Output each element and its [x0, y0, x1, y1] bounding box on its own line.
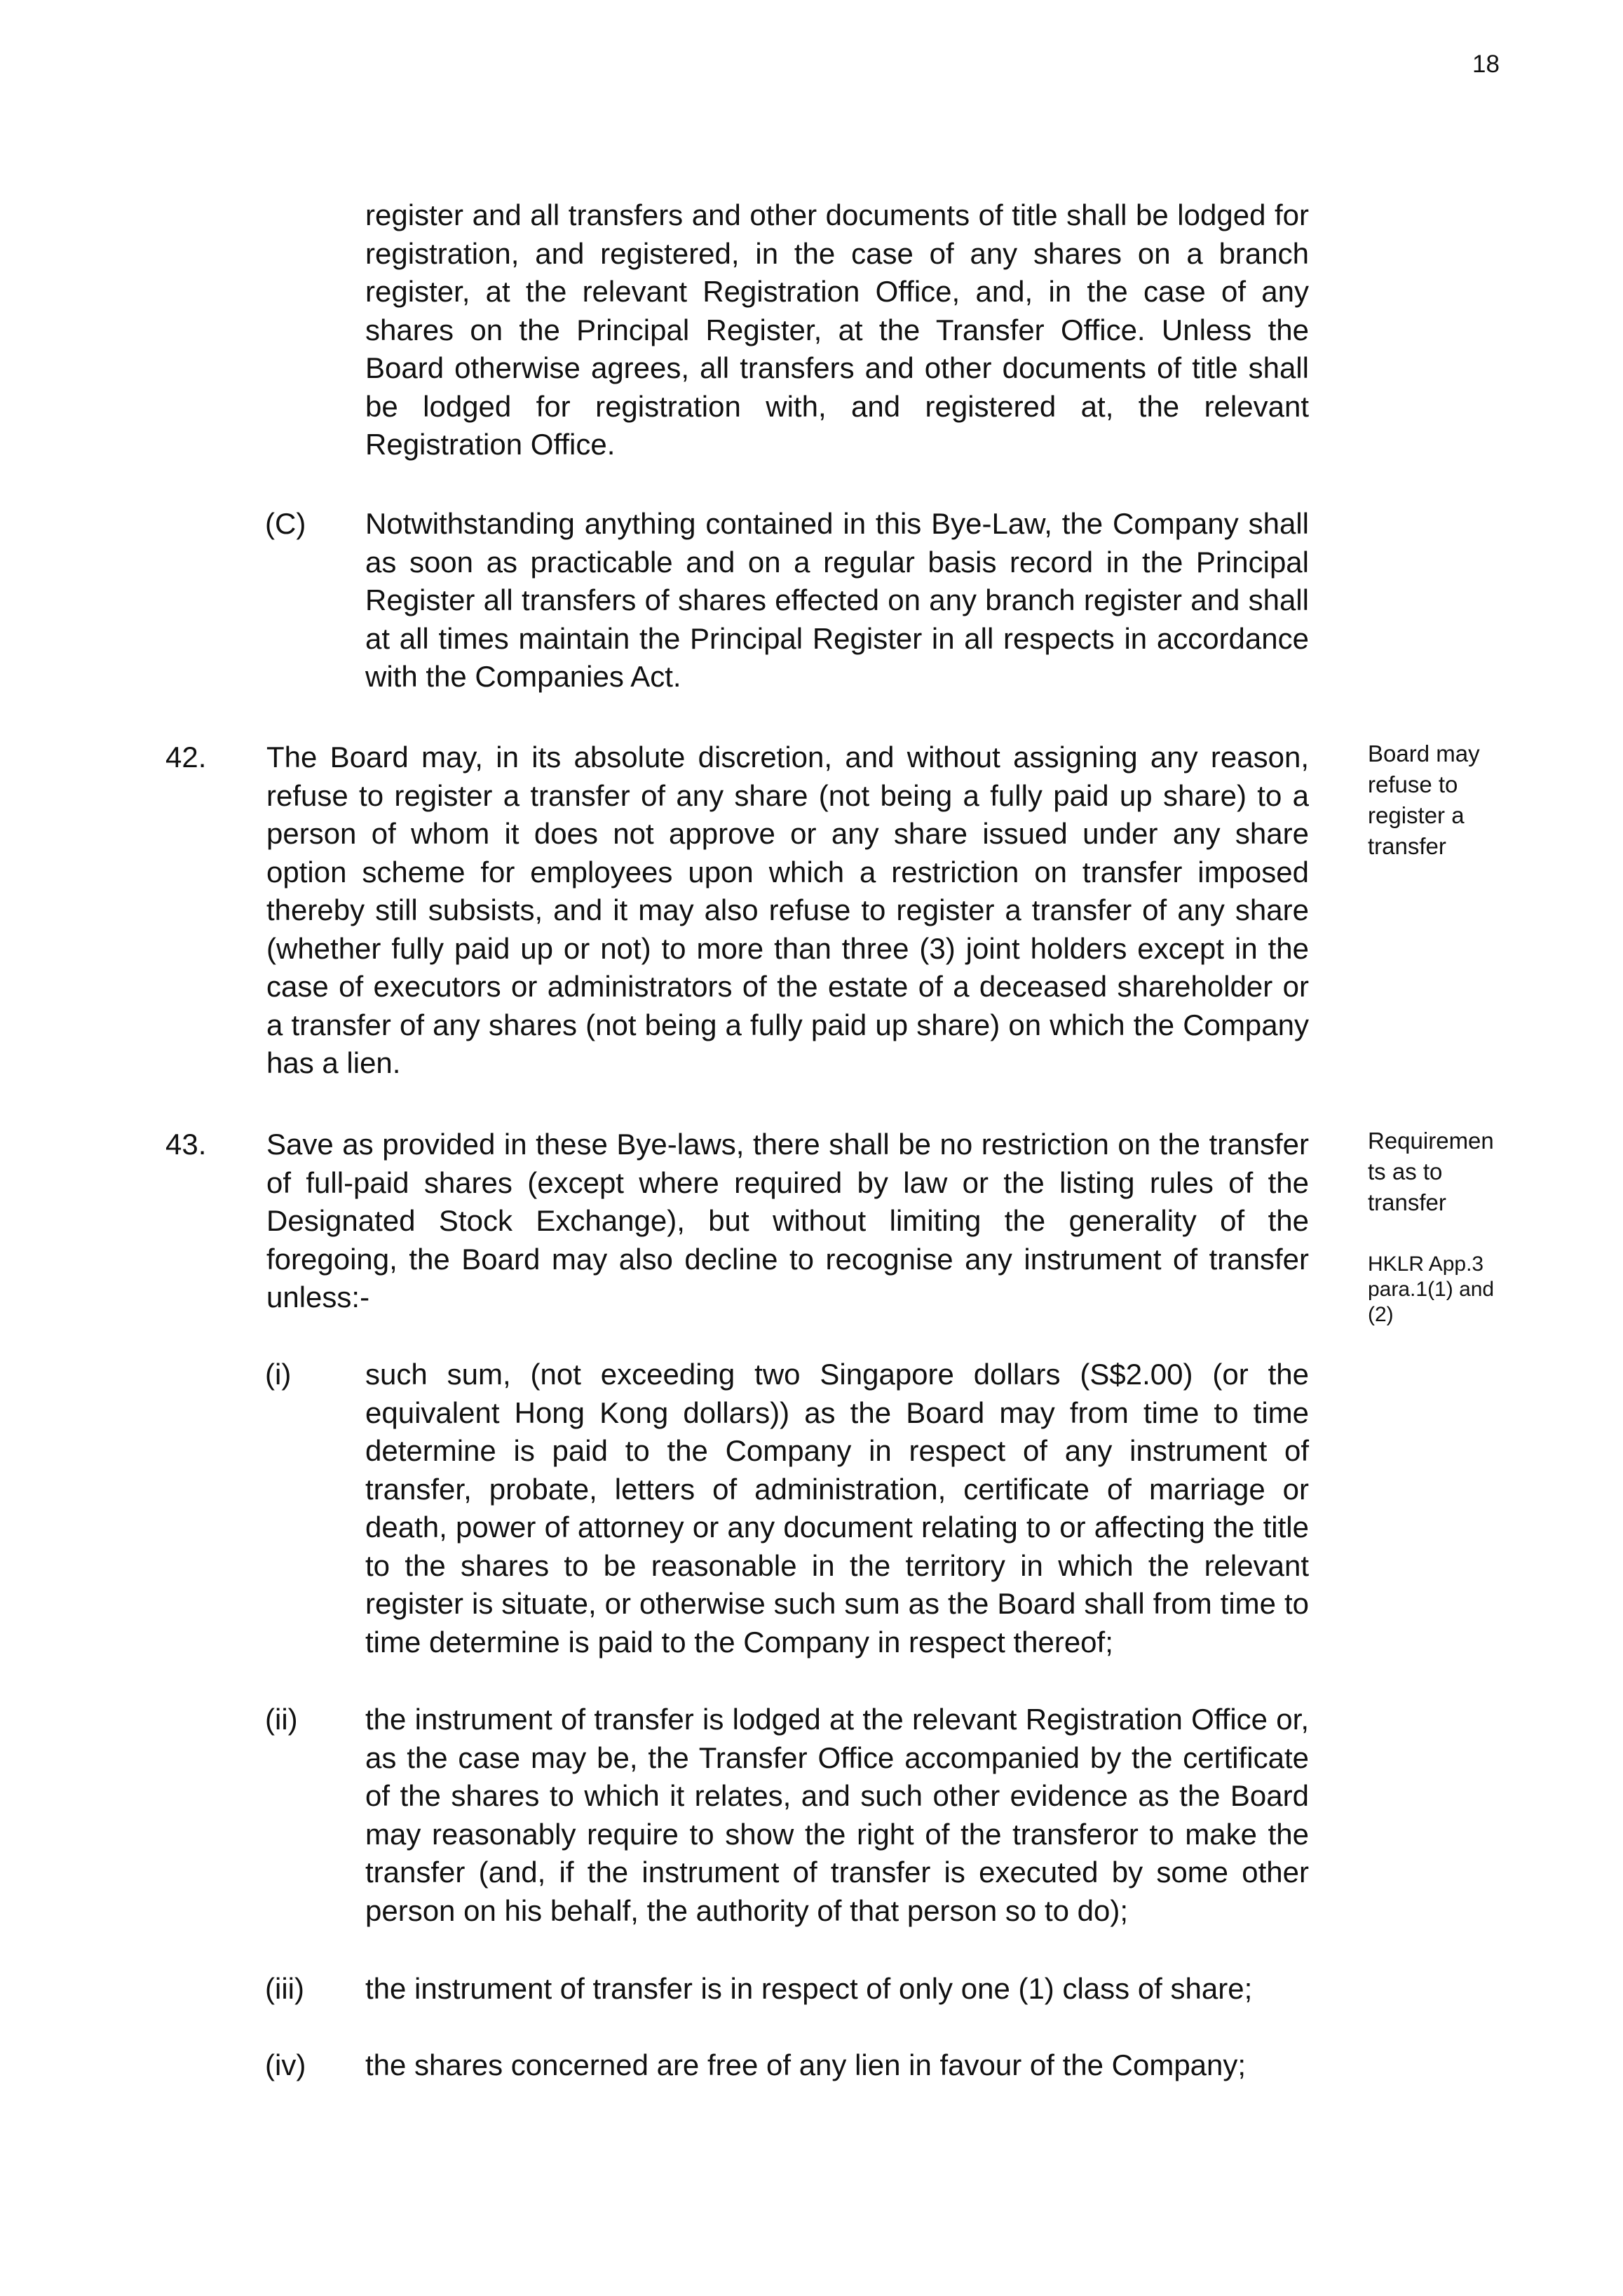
- clause-43-text: Save as provided in these Bye-laws, there shall be no restriction on the transfer of full-paid shares (except where required by law or the listing rules of the Designated Stock Exchange), but without limiting the generality of the foregoing, the Board may also decline to recognise any instrument of transfer unless:-: [266, 1128, 1309, 1314]
- margin-note-line: register a: [1368, 802, 1465, 828]
- item-iii-marker: (iii): [265, 1972, 304, 2005]
- margin-note-line: Board may: [1368, 741, 1480, 767]
- clause-43-margin-reference: [1368, 1252, 1536, 1328]
- margin-note-line: Requiremen: [1368, 1128, 1494, 1154]
- page-number: 18: [1472, 50, 1500, 78]
- item-ii-marker: (ii): [265, 1703, 298, 1736]
- margin-ref-line: HKLR App.3: [1368, 1252, 1484, 1276]
- clause-c-marker: (C): [265, 507, 306, 540]
- clause-43-number: 43.: [165, 1128, 207, 1161]
- item-iv-text: the shares concerned are free of any lien in favour of the Company;: [365, 2048, 1247, 2081]
- item-i-marker: (i): [265, 1358, 292, 1391]
- margin-note-line: transfer: [1368, 833, 1446, 859]
- clause-42-text: The Board may, in its absolute discretion, and without assigning any reason, refuse to register a transfer of any share (not being a fully paid up share) to a person of whom it does not approve or any share issued under any share option scheme for employees upon which a restriction on transfer imposed thereby still subsists, and it may also refuse to register a transfer of any share (whether fully paid up or not) to more than three (3) joint holders except in the case of executors or administrators of the estate of a deceased shareholder or a transfer of any shares (not being a fully paid up share) on which the Company has a lien.: [266, 741, 1309, 1079]
- item-i-text: such sum, (not exceeding two Singapore dollars (S$2.00) (or the equivalent Hong Kong dollars)) as the Board may from time to time determine is paid to the Company in respect of any instrument of transfer, probate, letters of administration, certificate of marriage or death, power of attorney or any document relating to or affecting the title to the shares to be reasonable in the territory in which the relevant register is situate, or otherwise such sum as the Board shall from time to time determine is paid to the Company in respect thereof;: [365, 1358, 1309, 1659]
- margin-note-line: transfer: [1368, 1189, 1446, 1215]
- clause-42-margin-note: [1368, 738, 1536, 862]
- clause-c-text: Notwithstanding anything contained in this Bye-Law, the Company shall as soon as practicable and on a regular basis record in the Principal Register all transfers of shares effected on any branch register and shall at all times maintain the Principal Register in all respects in accordance with the Companies Act.: [365, 507, 1309, 693]
- item-iii-text: the instrument of transfer is in respect of only one (1) class of share;: [365, 1972, 1253, 2005]
- clause-42-number: 42.: [165, 741, 207, 774]
- clause-43-margin-note: [1368, 1126, 1536, 1218]
- continuation-paragraph: register and all transfers and other documents of title shall be lodged for registration, and registered, in the case of any shares on a branch register, at the relevant Registration Office, and, in the case of any shares on the Principal Register, at the Transfer Office. Unless the Board otherwise agrees, all transfers and other documents of title shall be lodged for registration with, and registered at, the relevant Registration Office.: [365, 198, 1309, 461]
- item-ii-text: the instrument of transfer is lodged at the relevant Registration Office or, as the case may be, the Transfer Office accompanied by the certificate of the shares to which it relates, and such other evidence as the Board may reasonably require to show the right of the transferor to make the transfer (and, if the instrument of transfer is executed by some other person on his behalf, the authority of that person so to do);: [365, 1703, 1309, 1927]
- margin-ref-line: (2): [1368, 1303, 1394, 1326]
- margin-note-line: refuse to: [1368, 771, 1458, 797]
- margin-note-line: ts as to: [1368, 1159, 1443, 1184]
- margin-ref-line: para.1(1) and: [1368, 1278, 1495, 1301]
- item-iv-marker: (iv): [265, 2048, 306, 2081]
